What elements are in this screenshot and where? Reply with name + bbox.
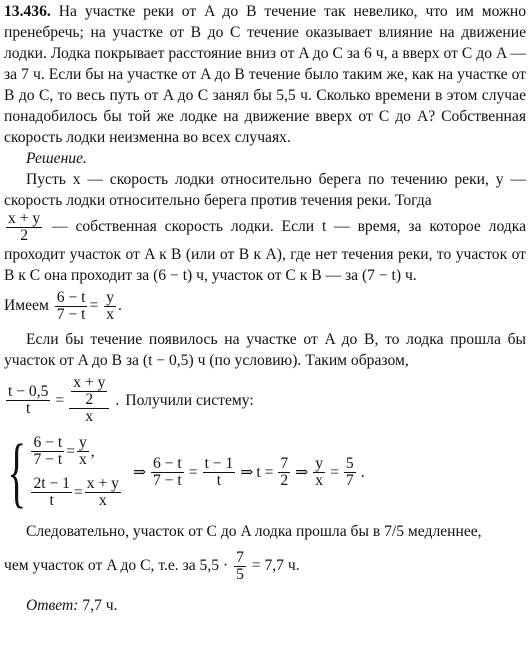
fraction-denominator: t — [26, 399, 31, 417]
fraction — [313, 456, 325, 489]
fraction-numerator: 7 — [280, 454, 289, 472]
system-lines — [29, 435, 123, 509]
fraction-denominator: x — [85, 408, 94, 425]
implies-arrow: ⇒ — [295, 463, 309, 481]
answer-label: Ответ: — [26, 597, 79, 614]
fraction-numerator: 6 − t — [56, 289, 86, 306]
solution-paragraph-1: Пусть x — скорость лодки относительно берега по течению реки, y — скорость лодки относительно берега против течения реки. Тогда — [4, 171, 526, 209]
fraction-denominator: t — [216, 471, 222, 489]
fraction-numerator: x + y — [73, 374, 106, 391]
fraction-numerator: 2t − 1 — [33, 475, 70, 492]
equation-system — [4, 428, 526, 515]
fraction-denominator: 7 − t — [153, 471, 182, 489]
own-speed-fraction — [6, 211, 42, 244]
fraction — [203, 456, 236, 489]
fraction-numerator: x + y — [8, 210, 41, 227]
got-system-text: Получили систему: — [125, 391, 254, 409]
fraction-denominator: x — [78, 451, 87, 468]
nested-fraction — [71, 375, 107, 408]
fraction-denominator: x — [106, 306, 114, 323]
problem-text: На участке реки от A до B течение так невелико, что им можно пренебречь; на участке от B до C течение оказывает влияние на движение лодки. Лодка покрывает расстояние вниз от A до C за 6 ч, а вверх от C до A — за 7 ч. Если бы на участке от A до B течение было таким же, как на участке от B до C, то весь путь от A до C занял бы 5,5 ч. Сколько времени в этом случае понадобилось бы той же лодке на движение вверх от C до A? Собственная скорость лодки неизменна во всех случаях. — [4, 3, 526, 146]
fraction — [278, 456, 290, 489]
solution-paragraph-5 — [4, 550, 526, 583]
fraction-denominator: 7 − t — [33, 451, 63, 468]
system-brace: { — [7, 428, 27, 515]
seven-fifths-fraction — [234, 550, 246, 583]
problem-number: 13.436. — [4, 3, 51, 20]
fraction-denominator: 5 — [236, 566, 244, 583]
solution-paragraph-4: Следовательно, участок от C до A лодка прошла бы в 7/5 медленнее, — [26, 523, 482, 540]
eq1-left-fraction — [55, 290, 88, 323]
solution-text-5: чем участок от A до C, т.е. за 5,5 · — [4, 557, 229, 575]
fraction-numerator — [69, 375, 109, 409]
fraction — [85, 476, 121, 509]
solution-paragraph-3: Если бы течение появилось на участке от A до B, то лодка прошла бы участок от A до B за (t − 0,5) ч (по условию). Таким образом, — [4, 331, 526, 369]
eq2-left-fraction — [6, 384, 50, 417]
fraction-numerator: x + y — [86, 475, 119, 492]
have-equation-line: Имеем $\frac{6 - t}{7 - t}$ = $\frac{y}{x}$ . — [4, 289, 122, 323]
solution-text-2: — собственная скорость лодки. Если t — время, за которое лодка проходит участок от A к B (или от B к A), где нет течения реки, то участок от B к C она проходит за (6 − t) ч, участок от C к B — за (7 − t) ч. — [4, 218, 526, 284]
document-page — [4, 1, 526, 616]
fraction-denominator: 2 — [20, 227, 28, 244]
fraction-denominator: 7 — [345, 471, 354, 489]
eq2-right-fraction — [69, 375, 109, 425]
eq2-line: $\frac{t - 0,5}{t}$ = $\frac{\frac{x + y}{2}}{x}$ . Получили систему: — [8, 374, 254, 425]
fraction — [151, 456, 184, 489]
system-equation-2: $\frac{2t - 1}{t}$ = $\frac{x + y}{x}$ — [33, 475, 119, 509]
problem-paragraph — [4, 1, 526, 148]
fraction-numerator: 7 — [236, 549, 244, 566]
fraction-denominator: 2 — [85, 391, 94, 408]
fraction-denominator: x — [315, 471, 324, 489]
fraction — [31, 435, 64, 468]
fraction — [344, 456, 356, 489]
fraction-denominator: x — [98, 492, 107, 509]
fraction-denominator: 7 − t — [56, 306, 86, 323]
fraction-numerator: y — [106, 289, 114, 306]
have-label: Имеем — [4, 297, 49, 315]
fraction-numerator: 6 − t — [33, 434, 63, 451]
fraction-numerator: 5 — [345, 454, 354, 472]
fraction — [31, 476, 72, 509]
fraction — [77, 435, 89, 468]
fraction-numerator: y — [315, 454, 324, 472]
t-equals: t = — [256, 463, 274, 481]
fraction-numerator: t − 1 — [204, 454, 234, 472]
answer-line — [4, 595, 526, 616]
solution-chain: ⇒ $\frac{6 - t}{7 - t}$ = $\frac{t - 1}{t}$ ⇒ t = $\frac{7}{2}$ ⇒ $\frac{y}{x}$ = $\frac{5}{7}$ . — [132, 454, 365, 489]
fraction-numerator: 6 − t — [153, 454, 182, 472]
fraction-denominator: t — [49, 492, 54, 509]
fraction-denominator: 2 — [280, 471, 289, 489]
eq1-right-fraction — [104, 290, 116, 323]
implies-arrow: ⇒ — [240, 463, 254, 481]
answer-value: 7,7 ч. — [82, 597, 118, 614]
implies-arrow: ⇒ — [132, 463, 147, 481]
fraction-numerator: y — [78, 434, 87, 451]
fraction-numerator: t − 0,5 — [8, 382, 49, 400]
solution-paragraph-2 — [4, 211, 526, 286]
system-equation-1: $\frac{6 - t}{7 - t}$ = $\frac{y}{x}$ , — [33, 434, 95, 468]
solution-heading: Решение. — [26, 150, 87, 167]
solution-text-5-end: = 7,7 ч. — [251, 557, 300, 575]
